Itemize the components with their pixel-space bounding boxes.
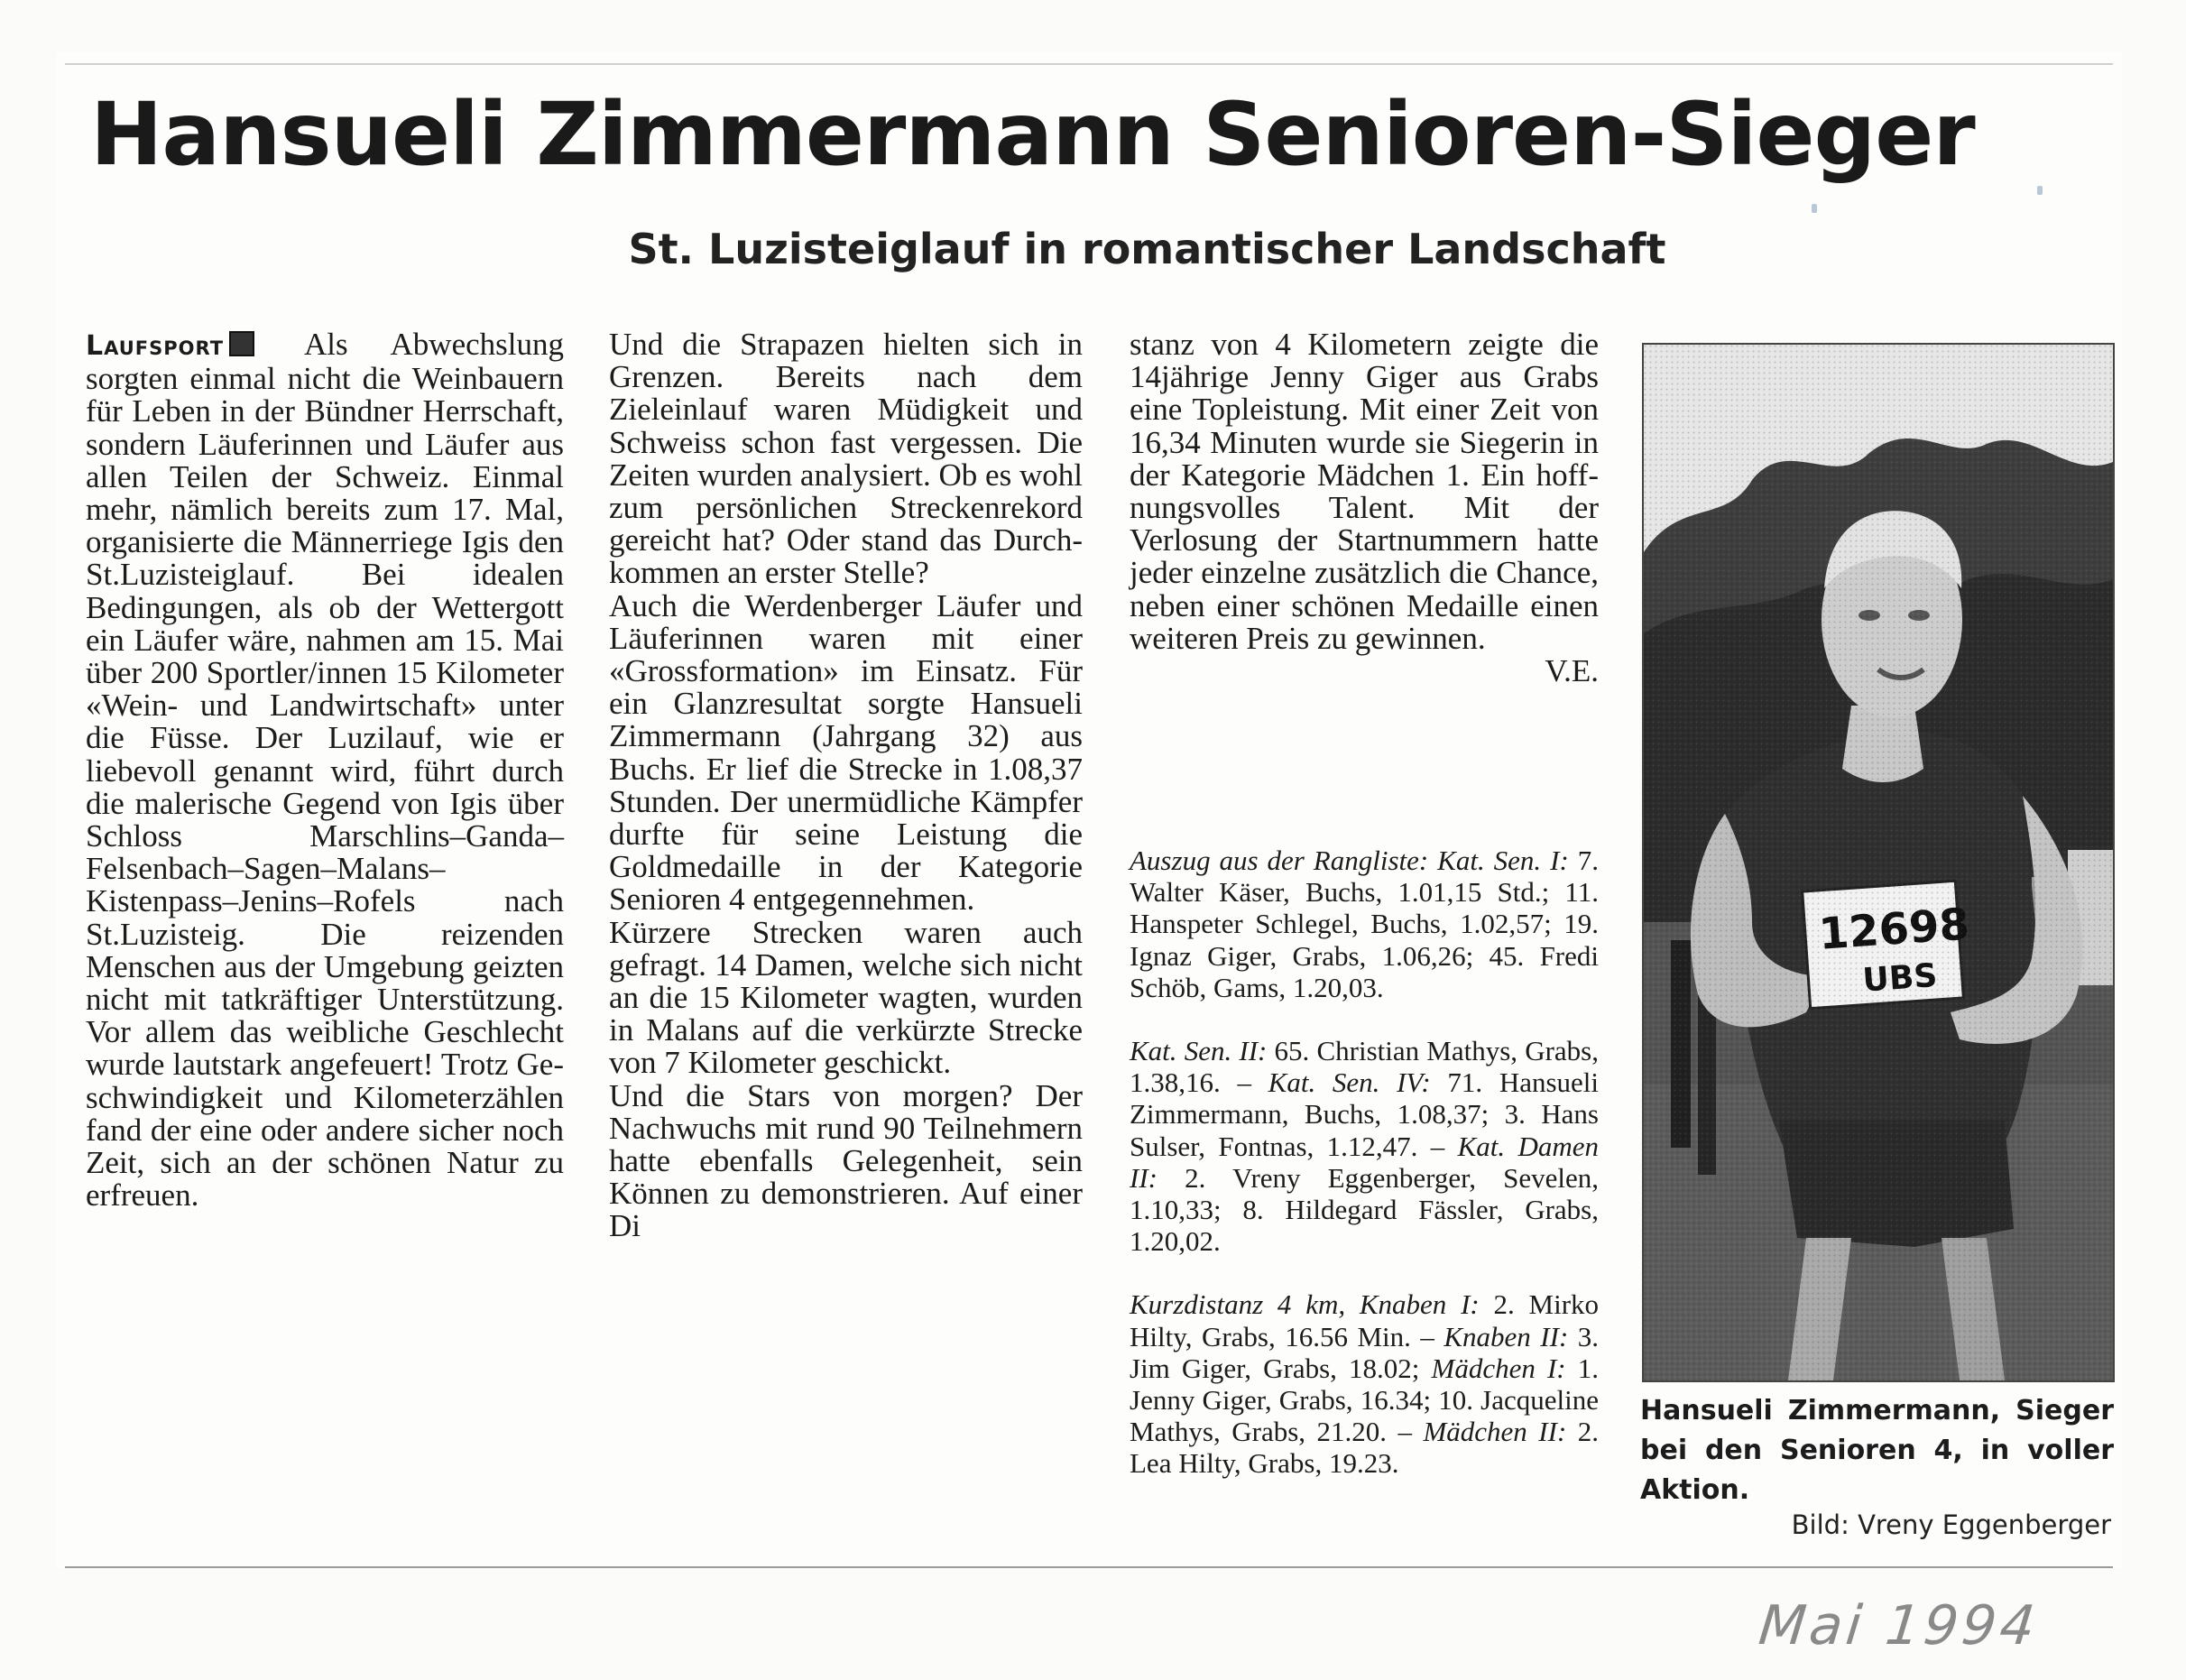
column-2-paragraph-3: Kürzere Strecken waren auch gefragt. 14 Damen, welche sich nicht an die 15 Kilometer wagten, wurden in Malans auf die verkürzte Strecke von 7 Kilometer geschickt. — [609, 914, 1083, 1081]
column-2-paragraph-4: Und die Stars von morgen? Der Nachwuchs mit rund 90 Teilnehmern hatte ebenfalls Gelegenheit, sein Können zu demonstrieren. Auf einer Di — [609, 1077, 1083, 1244]
results-label: Kat. Sen. II: — [1130, 1035, 1268, 1067]
results-text: 1. Jenny Giger, Grabs, 16.34; 10. Jacqueline Mathys, Grabs, 21.20. – — [1130, 1352, 1599, 1448]
headline: Hansueli Zimmermann Senioren-Sieger — [90, 84, 1975, 185]
scan-speck — [1812, 204, 1817, 213]
results-text: 2. Lea Hilty, Grabs, 19.23. — [1130, 1416, 1599, 1480]
column-1-text: Als Abwechslung sorgten einmal nicht die Weinbauern für Leben in der Bündner Herrschaft, sondern Läuferinnen und Läufer aus allen Teilen der Schweiz. Einmal mehr, nämlich bereits zum 17. Mal, organisierte die Männerriege Igis den St.Luzisteiglauf. Bei idealen Bedingungen, als ob der Wettergott ein Läufer wäre, nahmen am 15. Mai über 200 Sportler/innen 15 Kilometer «Wein- und Landwirtschaft» unter die Füsse. Der Luzilauf, wie er liebevoll genannt wird, führt durch die malerische Gegend von Igis über Schloss Marschlins–Ganda–Felsenbach–Sagen–Malans–Kistenpass–Jenins–Rofels nach St.Luzisteig. Die reizenden Menschen aus der Umgebung geizten nicht mit tatkräftiger Unterstützung. Vor allem das weibliche Geschlecht wurde lautstark angefeuert! Trotz Geschwindigkeit und Kilometerzählen fand der eine oder andere sicher noch Zeit, sich an der schönen Natur zu erfreuen. — [86, 327, 564, 1214]
results-label: Mädchen II: — [1423, 1416, 1567, 1448]
results-list — [1130, 845, 1599, 1511]
top-rule — [65, 63, 2113, 65]
column-2-paragraph-2: Auch die Werdenberger Läufer und Läuferinnen waren mit einer «Grossformation» im Einsatz. Für ein Glanzresultat sorgte Hansueli Zimmermann (Jahrgang 32) aus Buchs. Er lief die Strecke in 1.08,37 Stunden. Der unermüdliche Kämpfer durfte für seine Leistung die Goldmedaille in der Kategorie Senioren 4 entgegennehmen. — [609, 587, 1083, 918]
article-column-1 — [86, 328, 564, 1212]
results-text: 7. Walter Käser, Buchs, 1.01,15 Std.; 11. Hanspeter Schlegel, Buchs, 1.02,57; 19. Ignaz Giger, Grabs, 1.06,26; 45. Fredi Schöb, Gams, 1.20,03. — [1130, 845, 1599, 1003]
scan-speck — [2037, 186, 2043, 195]
results-label: Kat. Damen II: — [1130, 1130, 1600, 1194]
results-text: 3. Jim Giger, Grabs, 18.02; — [1130, 1320, 1600, 1384]
article-column-2 — [609, 328, 1083, 1243]
results-label: Kurzdistanz 4 km, Knaben I: — [1130, 1288, 1480, 1321]
column-3-text: stanz von 4 Kilometern zeigte die 14jährige Jenny Giger aus Grabs eine Topleistung. Mit einer Zeit von 16,34 Minuten wurde sie Siegerin in der Kategorie Mädchen 1. Ein hoffnungsvolles Talent. Mit der Verlosung der Startnummern hatte jeder einzelne zusätzlich die Chance, neben einer schönen Medaille einen weiteren Preis zu gewinnen. — [1130, 327, 1599, 656]
results-block-1 — [1130, 845, 1599, 1003]
results-label: Kat. Sen. IV: — [1268, 1066, 1431, 1099]
section-kicker: Laufsport — [86, 330, 225, 362]
runner-photo — [1642, 343, 2115, 1382]
results-label: Knaben II: — [1443, 1320, 1569, 1352]
bottom-rule — [65, 1566, 2113, 1568]
results-text: 71. Hansueli Zimmermann, Buchs, 1.08,37; 3. Hans Sulser, Fontnas, 1.12,47. – — [1130, 1066, 1600, 1162]
results-text: 2. Vreny Eggenberger, Sevelen, 1.10,33; 8. Hildegard Fässler, Grabs, 1.20,02. — [1130, 1161, 1599, 1258]
article-column-3 — [1130, 328, 1599, 688]
photo-credit: Bild: Vreny Eggenberger — [1791, 1509, 2111, 1540]
column-2-paragraph-1: Und die Strapazen hielten sich in Grenzen. Bereits nach dem Zieleinlauf waren Müdigkeit und Schweiss schon fast vergessen. Die Zeiten wurden analysiert. Ob es wohl zum persönlichen Streckenrekord gereicht hat? Oder stand das Durchkommen an erster Stelle? — [609, 327, 1083, 591]
results-label: Mädchen I: — [1431, 1352, 1566, 1384]
results-block-3 — [1130, 1288, 1599, 1479]
handwritten-date-text: Mai 1994 — [1756, 1594, 2042, 1657]
results-block-2 — [1130, 1035, 1599, 1257]
results-label: Auszug aus der Rangliste: Kat. Sen. I: — [1130, 845, 1569, 876]
photo-caption: Hansueli Zimmermann, Sieger bei den Senioren 4, in voller Aktion. — [1640, 1395, 2114, 1506]
byline: V.E. — [1545, 653, 1599, 689]
results-text: 65. Christian Mathys, Grabs, 1.38,16. – — [1130, 1035, 1599, 1099]
handwritten-date — [1756, 1590, 2048, 1662]
kicker-square-icon — [229, 331, 254, 356]
subheadline: St. Luzisteiglauf in romantischer Landschaft — [628, 225, 1666, 273]
results-text: 2. Mirko Hilty, Grabs, 16.56 Min. – — [1130, 1288, 1600, 1352]
